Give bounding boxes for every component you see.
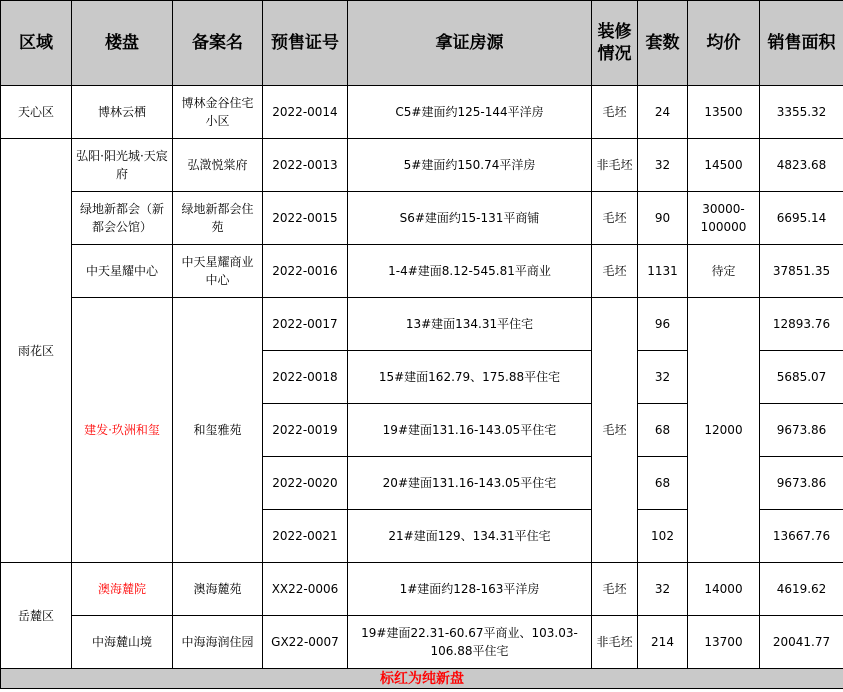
units-desc-cell: 15#建面162.79、175.88平住宅	[348, 351, 592, 404]
units-desc-cell: 19#建面131.16-143.05平住宅	[348, 404, 592, 457]
count-cell: 96	[638, 298, 688, 351]
decoration-cell: 毛坯	[592, 86, 638, 139]
price-cell: 14500	[688, 139, 760, 192]
project-cell: 中海麓山境	[72, 616, 173, 669]
header-row	[1, 1, 843, 86]
count-cell: 32	[638, 351, 688, 404]
units-desc-cell: 13#建面134.31平住宅	[348, 298, 592, 351]
header-project: 楼盘	[72, 1, 173, 86]
cert-cell: 2022-0013	[263, 139, 348, 192]
header-count: 套数	[638, 1, 688, 86]
project-cell: 博林云栖	[72, 86, 173, 139]
price-cell: 13500	[688, 86, 760, 139]
count-cell: 24	[638, 86, 688, 139]
count-cell: 1131	[638, 245, 688, 298]
units-desc-cell: 1-4#建面8.12-545.81平商业	[348, 245, 592, 298]
header-area: 销售面积	[760, 1, 843, 86]
price-cell: 30000-100000	[688, 192, 760, 245]
footer-row	[1, 669, 843, 689]
district-cell: 岳麓区	[1, 563, 72, 669]
area-cell: 9673.86	[760, 457, 843, 510]
table-row	[1, 298, 843, 351]
count-cell: 102	[638, 510, 688, 563]
filing-name-cell: 博林金谷住宅小区	[173, 86, 263, 139]
count-cell: 214	[638, 616, 688, 669]
decoration-cell: 毛坯	[592, 298, 638, 563]
district-cell: 天心区	[1, 86, 72, 139]
cert-cell: 2022-0017	[263, 298, 348, 351]
price-cell: 12000	[688, 298, 760, 563]
count-cell: 32	[638, 563, 688, 616]
project-cell: 中天星耀中心	[72, 245, 173, 298]
count-cell: 32	[638, 139, 688, 192]
project-cell: 弘阳·阳光城·天宸府	[72, 139, 173, 192]
filing-name-cell: 中天星耀商业中心	[173, 245, 263, 298]
header-decoration: 装修情况	[592, 1, 638, 86]
decoration-cell: 毛坯	[592, 192, 638, 245]
area-cell: 20041.77	[760, 616, 843, 669]
header-filing-name: 备案名	[173, 1, 263, 86]
header-units-desc: 拿证房源	[348, 1, 592, 86]
price-cell: 待定	[688, 245, 760, 298]
filing-name-cell: 澳海麓苑	[173, 563, 263, 616]
price-cell: 13700	[688, 616, 760, 669]
table-row	[1, 192, 843, 245]
area-cell: 13667.76	[760, 510, 843, 563]
cert-cell: 2022-0014	[263, 86, 348, 139]
district-cell: 雨花区	[1, 139, 72, 563]
filing-name-cell: 弘澂悦棠府	[173, 139, 263, 192]
area-cell: 4823.68	[760, 139, 843, 192]
header-district: 区域	[1, 1, 72, 86]
units-desc-cell: 21#建面129、134.31平住宅	[348, 510, 592, 563]
decoration-cell: 毛坯	[592, 563, 638, 616]
table-row	[1, 139, 843, 192]
project-cell: 绿地新都会（新都会公馆）	[72, 192, 173, 245]
filing-name-cell: 中海海润住园	[173, 616, 263, 669]
filing-name-cell: 绿地新都会住苑	[173, 192, 263, 245]
table-row	[1, 245, 843, 298]
area-cell: 6695.14	[760, 192, 843, 245]
header-price: 均价	[688, 1, 760, 86]
table-row	[1, 616, 843, 669]
footer-note: 标红为纯新盘	[1, 669, 843, 689]
area-cell: 37851.35	[760, 245, 843, 298]
count-cell: 90	[638, 192, 688, 245]
units-desc-cell: S6#建面约15-131平商铺	[348, 192, 592, 245]
cert-cell: 2022-0015	[263, 192, 348, 245]
cert-cell: 2022-0018	[263, 351, 348, 404]
units-desc-cell: 5#建面约150.74平洋房	[348, 139, 592, 192]
decoration-cell: 毛坯	[592, 245, 638, 298]
area-cell: 5685.07	[760, 351, 843, 404]
project-cell-new: 建发·玖洲和玺	[72, 298, 173, 563]
units-desc-cell: C5#建面约125-144平洋房	[348, 86, 592, 139]
decoration-cell: 非毛坯	[592, 139, 638, 192]
decoration-cell: 非毛坯	[592, 616, 638, 669]
table-row	[1, 86, 843, 139]
project-cell-new: 澳海麓院	[72, 563, 173, 616]
area-cell: 9673.86	[760, 404, 843, 457]
count-cell: 68	[638, 457, 688, 510]
cert-cell: 2022-0016	[263, 245, 348, 298]
cert-cell: XX22-0006	[263, 563, 348, 616]
cert-cell: 2022-0021	[263, 510, 348, 563]
cert-cell: 2022-0020	[263, 457, 348, 510]
area-cell: 4619.62	[760, 563, 843, 616]
area-cell: 12893.76	[760, 298, 843, 351]
price-cell: 14000	[688, 563, 760, 616]
units-desc-cell: 1#建面约128-163平洋房	[348, 563, 592, 616]
table-row	[1, 563, 843, 616]
cert-cell: 2022-0019	[263, 404, 348, 457]
header-presale-cert: 预售证号	[263, 1, 348, 86]
filing-name-cell: 和玺雅苑	[173, 298, 263, 563]
units-desc-cell: 20#建面131.16-143.05平住宅	[348, 457, 592, 510]
count-cell: 68	[638, 404, 688, 457]
cert-cell: GX22-0007	[263, 616, 348, 669]
area-cell: 3355.32	[760, 86, 843, 139]
units-desc-cell: 19#建面22.31-60.67平商业、103.03-106.88平住宅	[348, 616, 592, 669]
